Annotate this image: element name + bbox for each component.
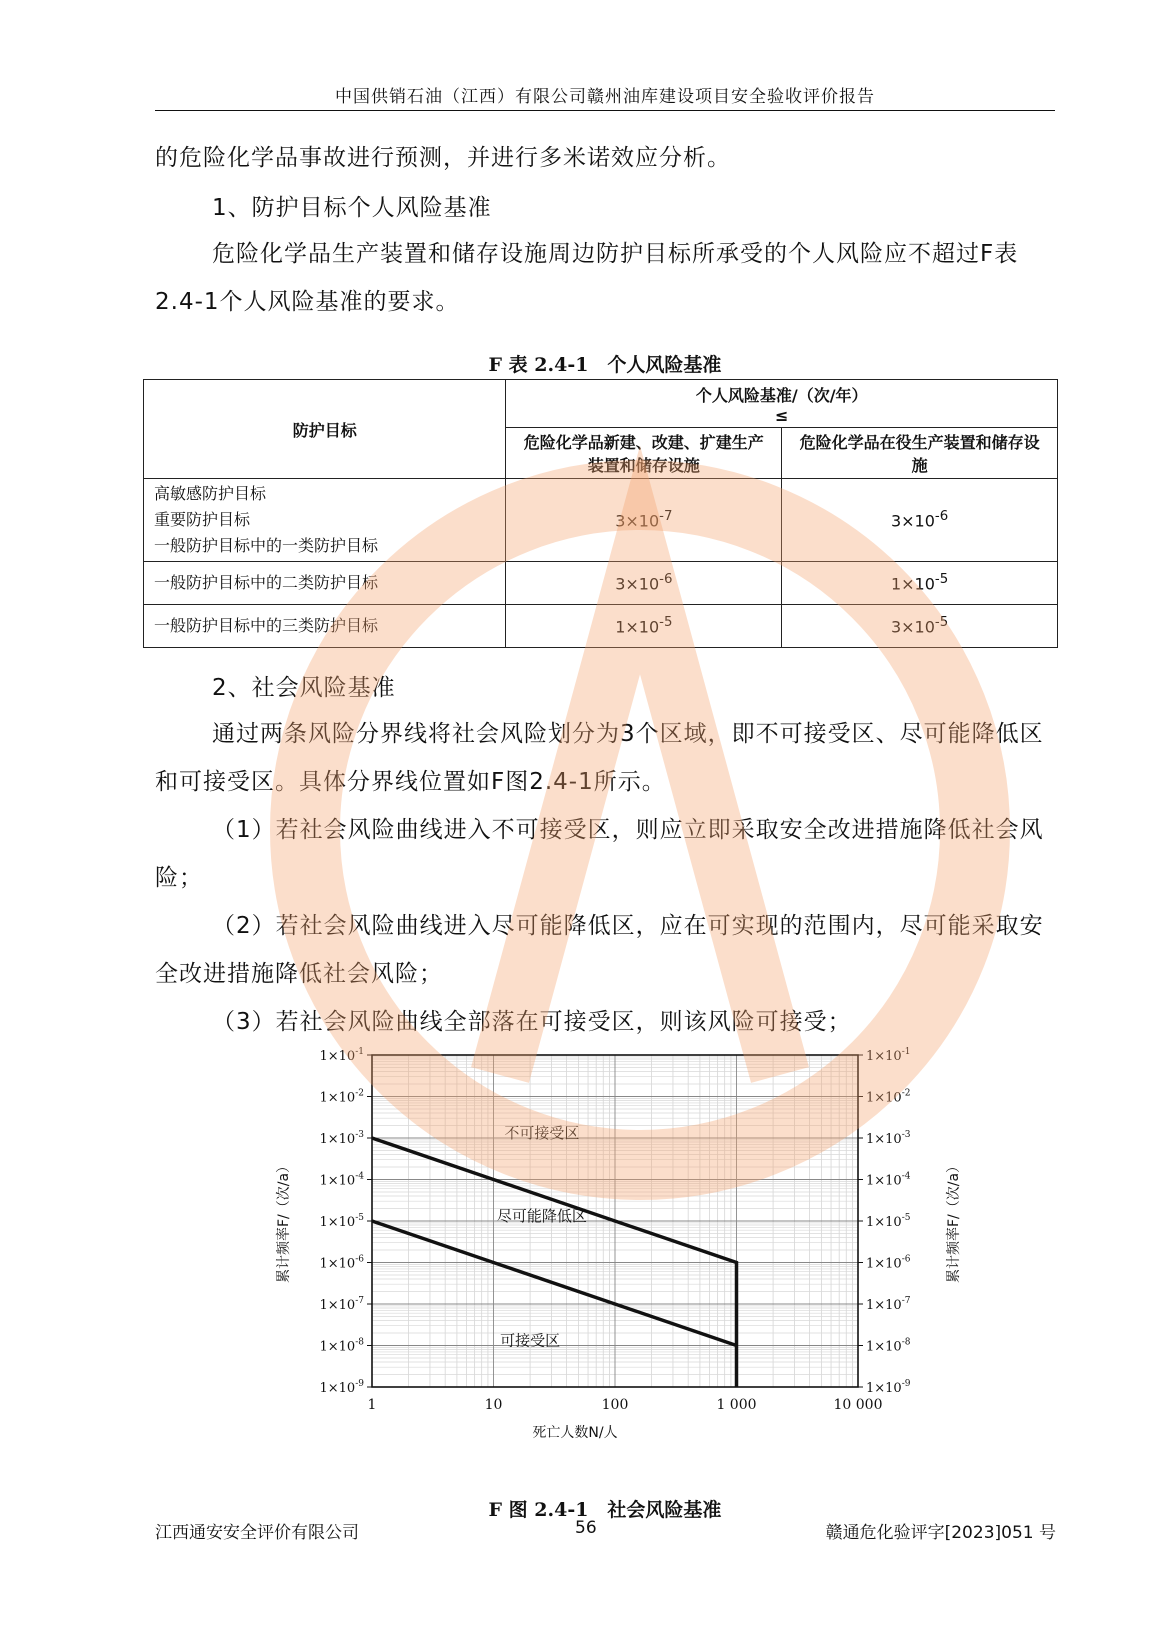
value-exponent: -5 [934, 572, 949, 588]
value-new [506, 479, 782, 562]
target-label: 一般防护目标中的一类防护目标 [154, 536, 379, 555]
x-tick-label: 10 000 [833, 1397, 883, 1413]
paragraph-social-risk: 通过两条风险分界线将社会风险划分为3个区域，即不可接受区、尽可能降低区和可接受区。具体分界线位置如F图2.4-1所示。 [155, 721, 1044, 795]
value-base: 1×10 [890, 574, 935, 594]
row-target [144, 479, 506, 562]
y-axis-label-left: 累计频率F/（次/a） [276, 1158, 292, 1284]
y-tick-label-left: $1\times 10^{-7}$ [319, 1296, 364, 1313]
x-axis-label: 死亡人数N/人 [532, 1425, 618, 1441]
page-header: 中国供销石油（江西）有限公司赣州油库建设项目安全验收评价报告 [335, 87, 875, 107]
y-tick-label-left: $1\times 10^{-8}$ [319, 1337, 364, 1355]
paragraph-rule-1: （1）若社会风险曲线进入不可接受区，则应立即采取安全改进措施降低社会风险； [155, 817, 1044, 891]
y-axis-label-right: 累计频率F/（次/a） [946, 1158, 962, 1284]
x-tick-label: 1 [367, 1397, 377, 1413]
region-label: 不可接受区 [504, 1124, 580, 1142]
y-tick-label-left: $1\times 10^{-3}$ [319, 1130, 364, 1147]
table-row [144, 605, 1058, 648]
col-header-existing: 危险化学品在役生产装置和储存设施 [782, 428, 1058, 479]
x-tick-label: 1 000 [716, 1397, 757, 1413]
section-heading-social-risk: 2、社会风险基准 [212, 675, 396, 701]
y-tick-label-left: $1\times 10^{-5}$ [319, 1213, 364, 1230]
paragraph-rule-3: （3）若社会风险曲线全部落在可接受区，则该风险可接受； [212, 1009, 852, 1035]
value-base: 3×10 [890, 617, 935, 637]
y-tick-label-left: $1\times 10^{-9}$ [319, 1379, 364, 1396]
value-new [506, 562, 782, 605]
value-base: 1×10 [615, 617, 660, 637]
y-tick-label-left: $1\times 10^{-1}$ [319, 1047, 364, 1064]
paragraph-individual-risk: 危险化学品生产装置和储存设施周边防护目标所承受的个人风险应不超过F表2.4-1个人风险基准的要求。 [155, 241, 1019, 315]
y-tick-label-right: $1\times 10^{-2}$ [866, 1088, 911, 1106]
y-tick-label-right: $1\times 10^{-8}$ [866, 1337, 911, 1355]
col-header-new: 危险化学品新建、改建、扩建生产装置和储存设施 [506, 428, 782, 479]
y-tick-label-right: $1\times 10^{-9}$ [866, 1379, 911, 1396]
paragraph-rule-2: （2）若社会风险曲线进入尽可能降低区，应在可实现的范围内，尽可能采取安全改进措施降低社会风险； [155, 913, 1044, 987]
value-new [506, 605, 782, 648]
value-exponent: -5 [659, 615, 673, 631]
target-label: 高敏感防护目标 [154, 484, 267, 503]
y-tick-label-right: $1\times 10^{-1}$ [866, 1047, 911, 1064]
value-base: 3×10 [615, 574, 660, 594]
value-exponent: -6 [659, 572, 673, 588]
value-exponent: -5 [934, 615, 949, 631]
value-base: 3×10 [615, 511, 660, 531]
value-exponent: -7 [659, 509, 673, 525]
col-header-group-label: 个人风险基准/（次/年） [695, 385, 868, 405]
table-row [144, 562, 1058, 605]
table-caption: F 表 2.4-1 个人风险基准 [488, 354, 722, 376]
row-target: 一般防护目标中的三类防护目标 [144, 605, 506, 648]
footer-report-number: 赣通危化验评字[2023]051 号 [825, 1523, 1056, 1543]
figure-caption: F 图 2.4-1 社会风险基准 [488, 1499, 722, 1521]
header-divider [155, 110, 1055, 111]
social-risk-fn-chart [270, 1045, 970, 1465]
y-tick-label-right: $1\times 10^{-6}$ [866, 1254, 911, 1272]
y-tick-label-right: $1\times 10^{-7}$ [866, 1296, 911, 1313]
x-tick-label: 100 [601, 1397, 629, 1413]
target-label: 重要防护目标 [154, 510, 251, 529]
row-target: 一般防护目标中的二类防护目标 [144, 562, 506, 605]
individual-risk-table [143, 379, 1058, 648]
y-tick-label-right: $1\times 10^{-5}$ [866, 1213, 911, 1230]
value-existing [782, 479, 1058, 562]
y-tick-label-left: $1\times 10^{-2}$ [319, 1088, 364, 1106]
value-existing [782, 562, 1058, 605]
x-tick-label: 10 [484, 1397, 503, 1413]
y-tick-label-left: $1\times 10^{-6}$ [319, 1254, 364, 1272]
value-exponent: -6 [934, 509, 949, 525]
value-existing [782, 605, 1058, 648]
col-header-group [506, 380, 1058, 428]
section-heading-individual-risk: 1、防护目标个人风险基准 [212, 195, 492, 221]
footer-company: 江西通安安全评价有限公司 [155, 1523, 359, 1543]
y-tick-label-right: $1\times 10^{-3}$ [866, 1130, 911, 1147]
y-tick-label-right: $1\times 10^{-4}$ [866, 1171, 911, 1189]
series-line [372, 1221, 737, 1346]
paragraph-1: 的危险化学品事故进行预测，并进行多米诺效应分析。 [155, 145, 731, 171]
page-number: 56 [575, 1518, 597, 1538]
col-header-target: 防护目标 [144, 380, 506, 479]
y-tick-label-left: $1\times 10^{-4}$ [319, 1171, 364, 1189]
value-base: 3×10 [890, 511, 935, 531]
region-label: 尽可能降低区 [496, 1207, 587, 1225]
region-label: 可接受区 [500, 1331, 561, 1350]
col-header-group-symbol: ≤ [775, 405, 789, 425]
table-row [144, 479, 1058, 562]
